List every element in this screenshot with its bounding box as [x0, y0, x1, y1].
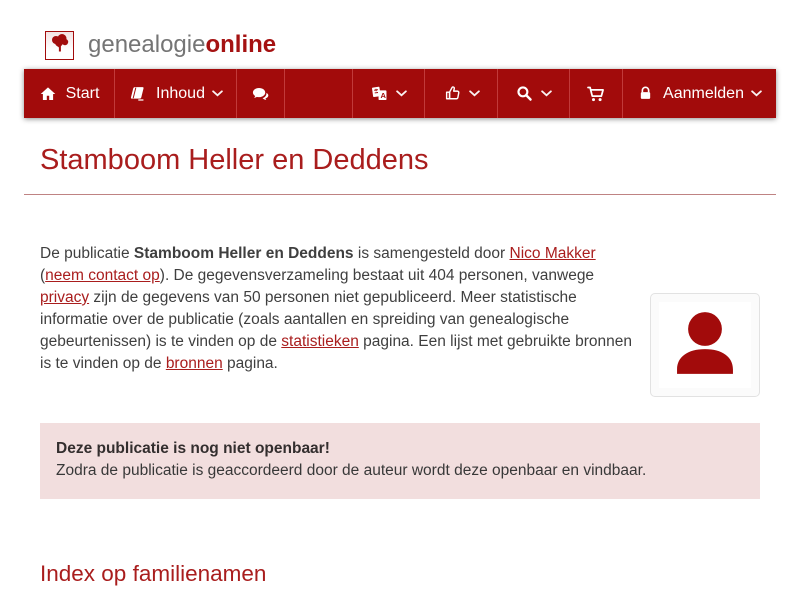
link-nico-makker[interactable]: Nico Makker: [509, 245, 596, 262]
nav-item-login[interactable]: [623, 69, 776, 118]
nav-item-comments[interactable]: [237, 69, 285, 118]
tree-icon: [48, 31, 72, 60]
brand-text-red: online: [205, 31, 277, 58]
nav-item-cart[interactable]: [570, 69, 623, 118]
site-header: [0, 0, 800, 69]
nav-label: Start: [65, 84, 100, 102]
paragraph-segment: pagina. Een lijst met gebruikte bronnen is te vinden op de: [40, 333, 632, 372]
publication-name: Stamboom Heller en Deddens: [133, 245, 354, 262]
intro-paragraph: [40, 243, 632, 375]
paragraph-segment: zijn de gegevens van 50 personen niet gepubliceerd. Meer statistische informatie over de publicatie (zoals aantallen en spreiding van genealogische gebeurtenissen) is te vinden op de: [40, 289, 577, 350]
site-title[interactable]: [88, 31, 276, 59]
lock-icon: [637, 85, 654, 102]
alert-title: Deze publicatie is nog niet openbaar!: [56, 440, 330, 457]
paragraph-segment: pagina.: [222, 355, 278, 372]
title-divider: [24, 194, 776, 195]
main-content: [0, 144, 800, 587]
avatar: [650, 293, 760, 397]
link-neem-contact-op[interactable]: neem contact op: [45, 267, 160, 284]
comments-icon: [251, 84, 271, 104]
brand-text-gray: genealogie: [88, 31, 206, 58]
alert-body: Zodra de publicatie is geaccordeerd door de auteur wordt deze openbaar en vindbaar.: [56, 462, 647, 479]
nav-label: Aanmelden: [663, 84, 744, 102]
paragraph-segment: (: [40, 267, 46, 284]
chevron-down-icon: [469, 90, 480, 97]
nav-label: Inhoud: [156, 84, 205, 102]
logo[interactable]: [45, 31, 74, 60]
paragraph-segment: ). De gegevensverzameling bestaat uit 404 personen, vanwege: [159, 267, 595, 284]
nav-item-language[interactable]: [353, 69, 425, 118]
nav-item-start[interactable]: [24, 69, 115, 118]
nav-item-inhoud[interactable]: [115, 69, 237, 118]
nav-item-search[interactable]: [498, 69, 570, 118]
nav-spacer: [285, 69, 353, 118]
thumbs-up-icon: [443, 84, 462, 103]
link-bronnen[interactable]: bronnen: [165, 355, 223, 372]
home-icon: [39, 85, 57, 103]
alert-box: [40, 423, 760, 499]
paragraph-segment: De publicatie: [40, 245, 134, 262]
book-icon: [128, 84, 147, 103]
paragraph-segment: is samengesteld door: [353, 245, 510, 262]
nav-item-likes[interactable]: [425, 69, 498, 118]
chevron-down-icon: [751, 90, 762, 97]
link-statistieken[interactable]: statistieken: [281, 333, 359, 350]
svg-text:A: A: [380, 91, 386, 101]
language-icon: [370, 84, 389, 103]
cart-icon: [586, 84, 606, 104]
main-nav: [24, 69, 776, 118]
person-icon: [665, 304, 745, 387]
section-heading: Index op familienamen: [40, 561, 267, 586]
search-icon: [515, 84, 534, 103]
chevron-down-icon: [212, 90, 223, 97]
page-title: Stamboom Heller en Deddens: [40, 144, 429, 176]
chevron-down-icon: [541, 90, 552, 97]
link-privacy[interactable]: privacy: [40, 289, 90, 306]
chevron-down-icon: [396, 90, 407, 97]
